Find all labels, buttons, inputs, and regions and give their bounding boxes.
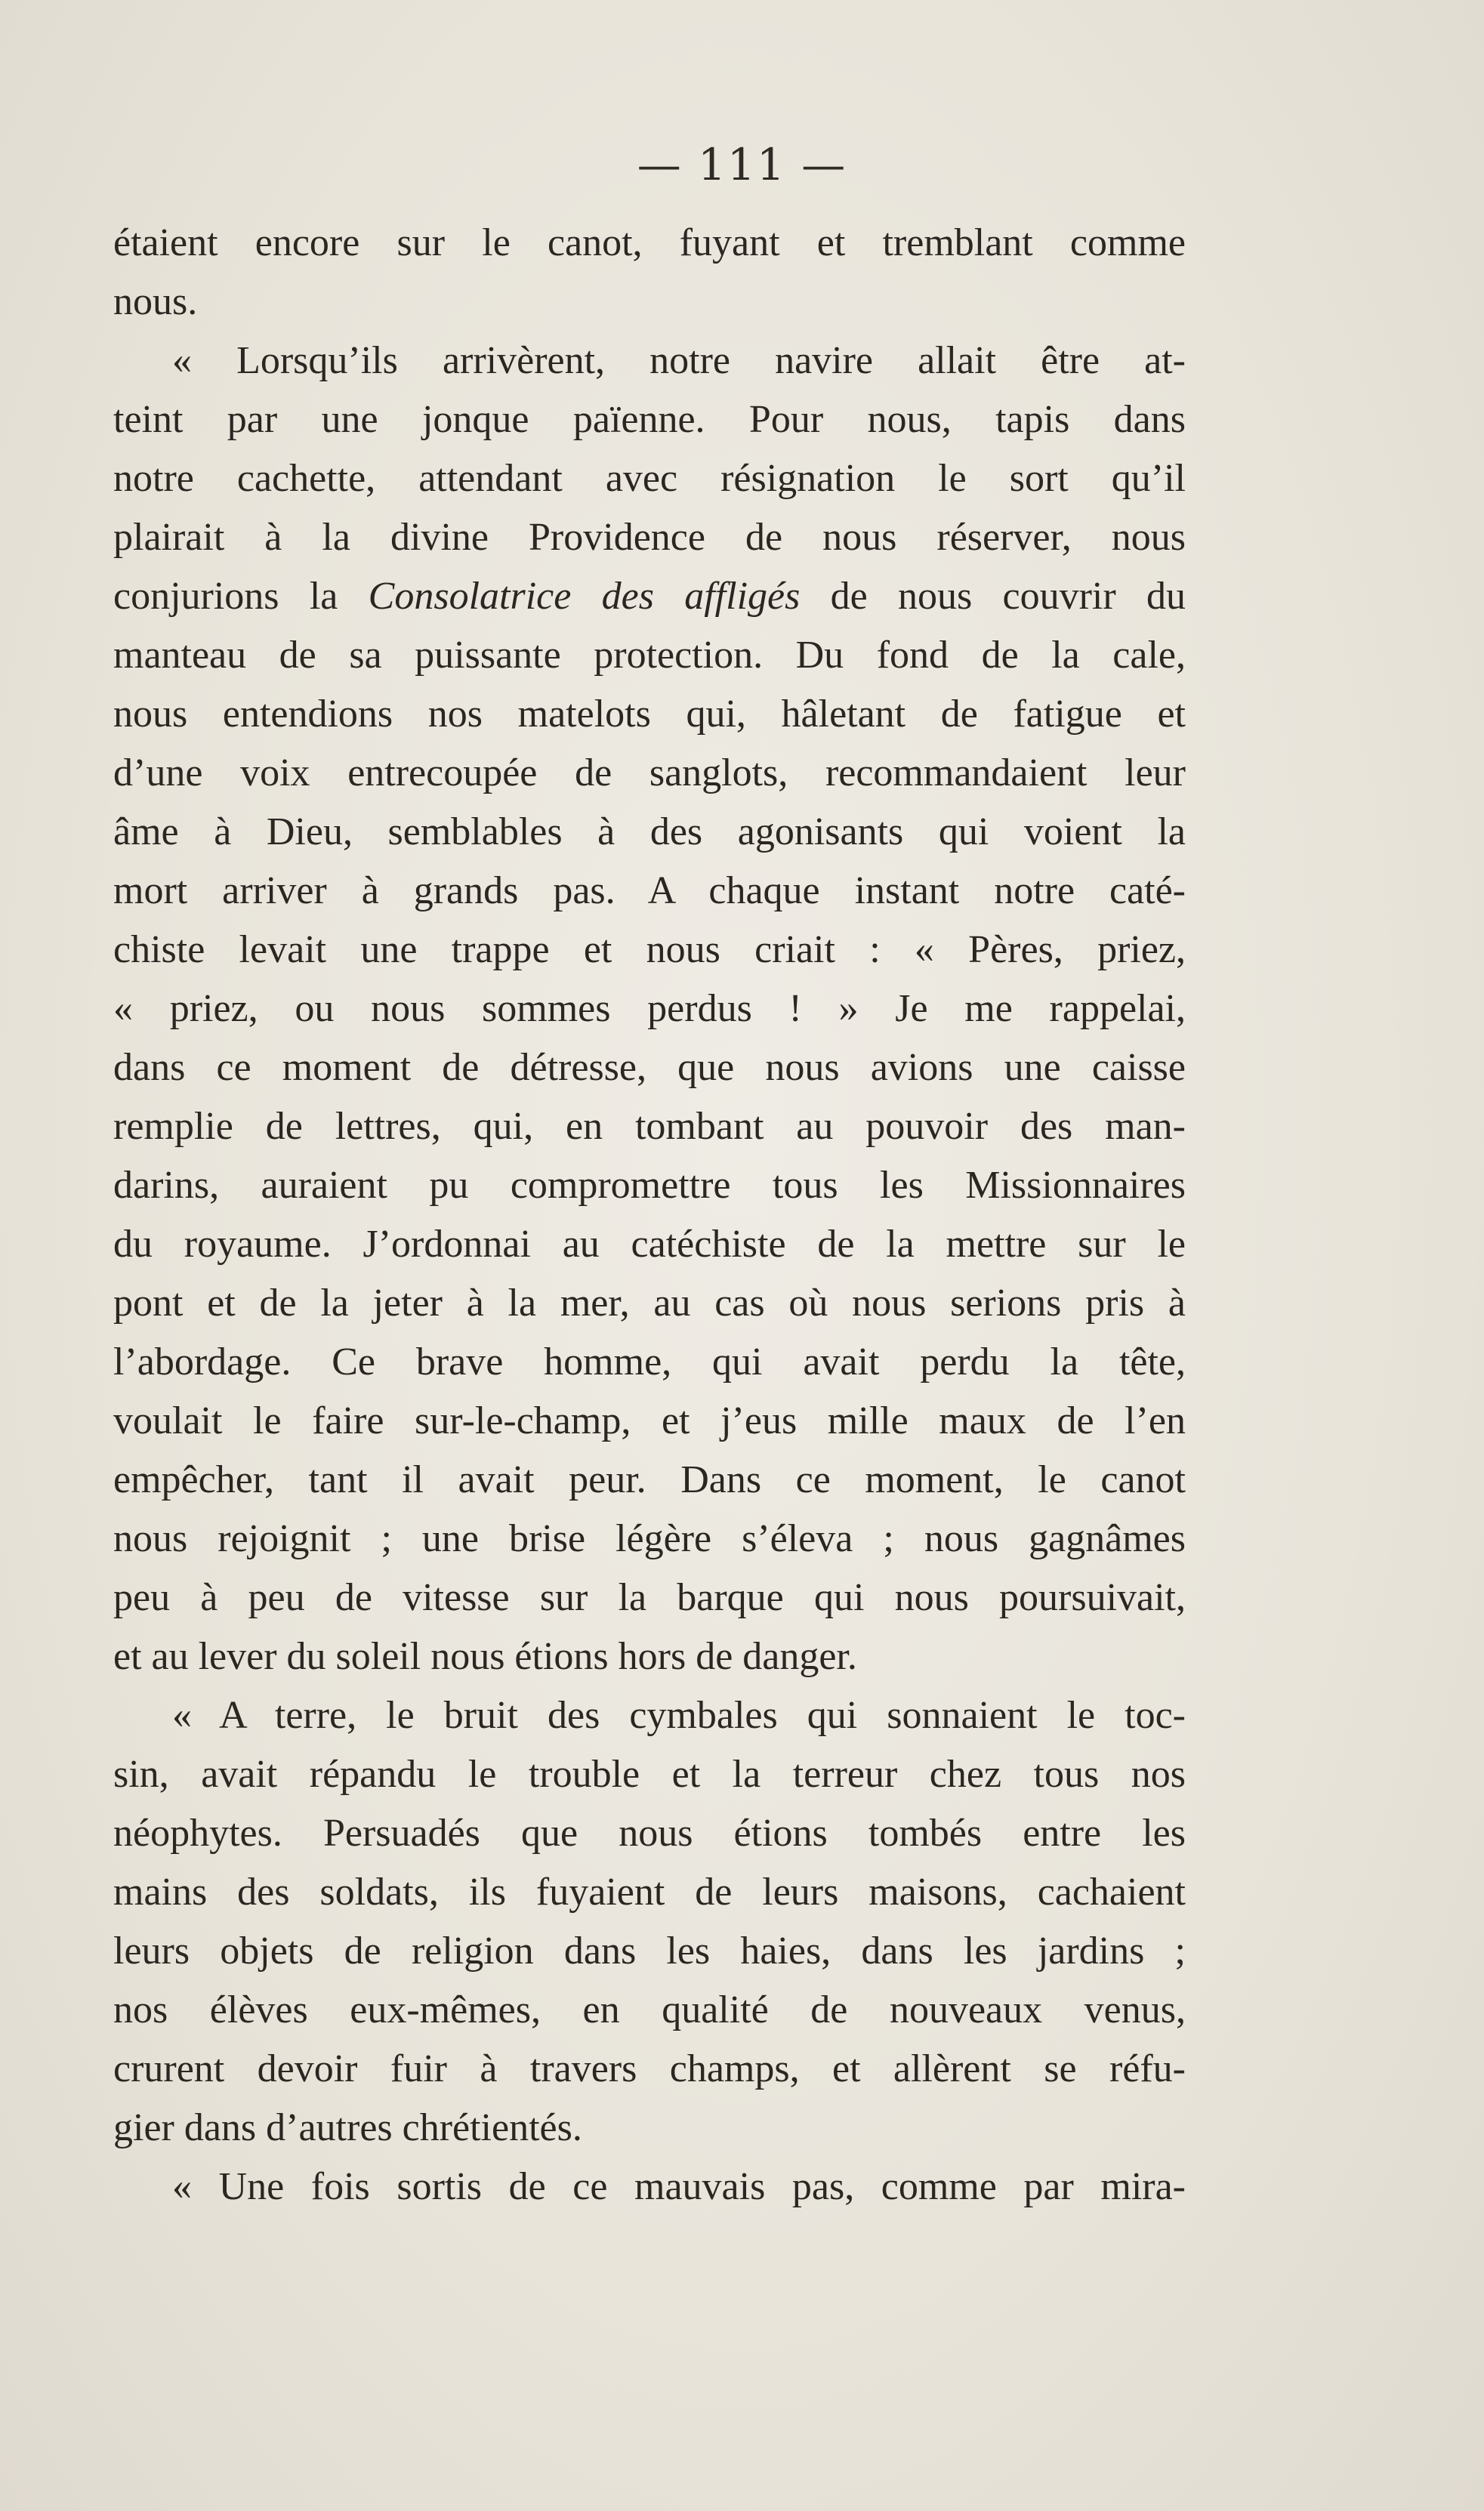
- text-line: chiste levait une trappe et nous criait : « Pères, priez,: [113, 928, 1186, 971]
- text-line: peu à peu de vitesse sur la barque qui nous poursuivait,: [113, 1576, 1186, 1619]
- text-line: d’une voix entrecoupée de sanglots, recommandaient leur: [113, 751, 1186, 794]
- text-line: « A terre, le bruit des cymbales qui sonnaient le toc-: [172, 1694, 1186, 1737]
- text-line: « Lorsqu’ils arrivèrent, notre navire allait être at-: [172, 339, 1186, 382]
- text-line: voulait le faire sur-le-champ, et j’eus mille maux de l’en: [113, 1399, 1186, 1442]
- text-line: pont et de la jeter à la mer, au cas où nous serions pris à: [113, 1282, 1186, 1325]
- text-line: darins, auraient pu compromettre tous les Missionnaires: [113, 1164, 1186, 1207]
- text-line: manteau de sa puissante protection. Du fond de la cale,: [113, 634, 1186, 677]
- text-line: notre cachette, attendant avec résignation le sort qu’il: [113, 457, 1186, 500]
- text-line: conjurions la Consolatrice des affligés de nous couvrir du: [113, 575, 1186, 618]
- text-line: mains des soldats, ils fuyaient de leurs maisons, cachaient: [113, 1871, 1186, 1914]
- text-line: et au lever du soleil nous étions hors de danger.: [113, 1635, 857, 1678]
- text-line: sin, avait répandu le trouble et la terreur chez tous nos: [113, 1753, 1186, 1796]
- text-line: nos élèves eux-mêmes, en qualité de nouveaux venus,: [113, 1988, 1186, 2031]
- text-line: nous entendions nos matelots qui, hâletant de fatigue et: [113, 693, 1186, 736]
- text-line: dans ce moment de détresse, que nous avions une caisse: [113, 1046, 1186, 1089]
- text-line: empêcher, tant il avait peur. Dans ce moment, le canot: [113, 1458, 1186, 1501]
- body-text: [113, 214, 1186, 2216]
- text-line: plairait à la divine Providence de nous réserver, nous: [113, 516, 1186, 559]
- text-line: teint par une jonque païenne. Pour nous, tapis dans: [113, 398, 1186, 441]
- text-line: nous rejoignit ; une brise légère s’éleva ; nous gagnâmes: [113, 1517, 1186, 1560]
- text-line: leurs objets de religion dans les haies, dans les jardins ;: [113, 1930, 1186, 1973]
- text-line: du royaume. J’ordonnai au catéchiste de la mettre sur le: [113, 1223, 1186, 1266]
- text-line: l’abordage. Ce brave homme, qui avait perdu la tête,: [113, 1340, 1186, 1384]
- text-line: mort arriver à grands pas. A chaque instant notre caté-: [113, 869, 1186, 912]
- text-line: remplie de lettres, qui, en tombant au pouvoir des man-: [113, 1105, 1186, 1148]
- text-line: néophytes. Persuadés que nous étions tombés entre les: [113, 1812, 1186, 1855]
- text-line: « Une fois sortis de ce mauvais pas, comme par mira-: [172, 2165, 1186, 2208]
- page-number: — 111 —: [637, 139, 847, 190]
- text-line: crurent devoir fuir à travers champs, et allèrent se réfu-: [113, 2047, 1186, 2090]
- text-line: gier dans d’autres chrétientés.: [113, 2106, 582, 2149]
- text-line: « priez, ou nous sommes perdus ! » Je me rappelai,: [113, 987, 1186, 1030]
- text-line: âme à Dieu, semblables à des agonisants qui voient la: [113, 810, 1186, 853]
- text-line: nous.: [113, 280, 198, 323]
- text-line: étaient encore sur le canot, fuyant et tremblant comme: [113, 221, 1186, 264]
